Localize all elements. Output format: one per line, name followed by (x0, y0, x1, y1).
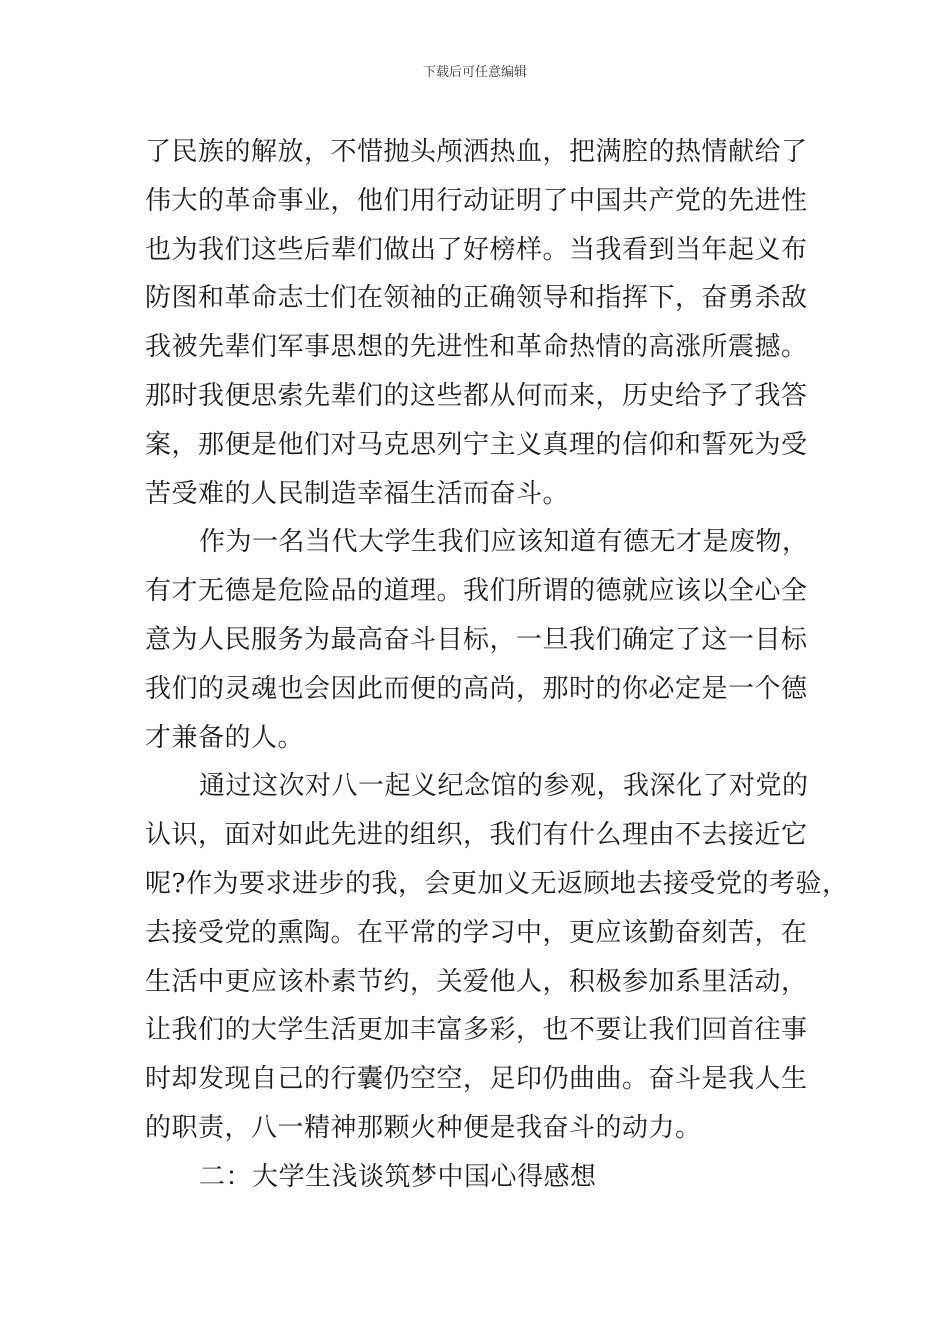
text-line: 有才无德是危险品的道理。我们所谓的德就应该以全心全 (145, 576, 808, 607)
text-line: 那时我便思索先辈们的这些都从何而来，历史给予了我答 (145, 380, 808, 411)
paragraph (145, 128, 835, 518)
text-line: 去接受党的熏陶。在平常的学习中，更应该勤奋刻苦，在 (145, 917, 808, 948)
section-heading (145, 1153, 835, 1202)
text-line: 也为我们这些后辈们做出了好榜样。当我看到当年起义布 (145, 234, 808, 265)
text-line: 二：大学生浅谈筑梦中国心得感想 (199, 1161, 597, 1192)
text-line: 意为人民服务为最高奋斗目标，一旦我们确定了这一目标 (145, 624, 808, 655)
text-line: 防图和革命志士们在领袖的正确领导和指挥下，奋勇杀敌 (145, 283, 808, 314)
text-line: 苦受难的人民制造幸福生活而奋斗。 (145, 478, 570, 509)
page-header: 下载后可任意编辑 (422, 65, 527, 80)
text-line: 呢?作为要求进步的我，会更加义无返顾地去接受党的考验， (145, 868, 849, 899)
text-line: 伟大的革命事业，他们用行动证明了中国共产党的先进性 (145, 185, 808, 216)
text-line: 通过这次对八一起义纪念馆的参观，我深化了对党的 (199, 771, 809, 802)
text-line: 案，那便是他们对马克思列宁主义真理的信仰和誓死为受 (145, 429, 808, 460)
text-line: 了民族的解放，不惜抛头颅洒热血，把满腔的热情献给了 (145, 137, 808, 167)
text-line: 才兼备的人。 (145, 722, 305, 753)
document-body (145, 128, 849, 1202)
text-line: 让我们的大学生活更加丰富多彩，也不要让我们回首往事 (145, 1015, 808, 1046)
text-line: 我们的灵魂也会因此而便的高尚，那时的你必定是一个德 (145, 673, 808, 704)
text-line: 的职责，八一精神那颗火种便是我奋斗的动力。 (145, 1112, 702, 1143)
text-line: 认识，面对如此先进的组织，我们有什么理由不去接近它 (145, 820, 808, 851)
text-line: 我被先辈们军事思想的先进性和革命热情的高涨所震撼。 (145, 332, 808, 363)
paragraph (145, 518, 835, 762)
text-line: 作为一名当代大学生我们应该知道有德无才是废物， (199, 527, 809, 558)
text-line: 生活中更应该朴素节约，关爱他人，积极参加系里活动， (145, 966, 808, 997)
paragraph (145, 762, 849, 1152)
text-line: 时却发现自己的行囊仍空空，足印仍曲曲。奋斗是我人生 (145, 1064, 808, 1095)
